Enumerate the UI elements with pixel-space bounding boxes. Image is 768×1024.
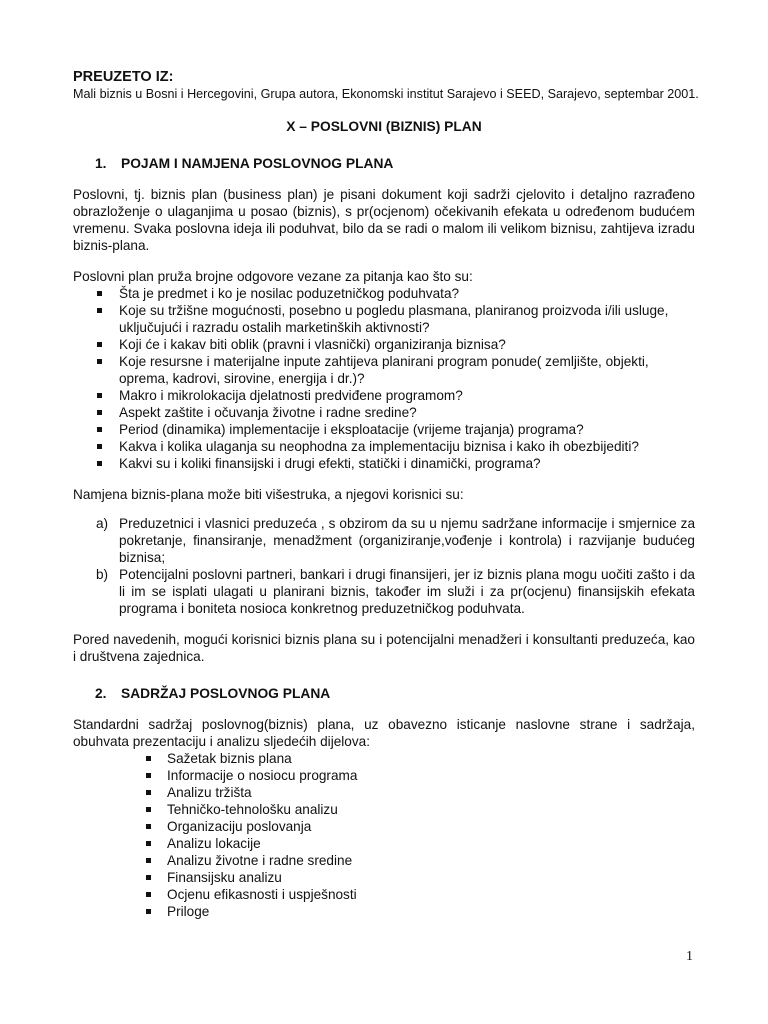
list-item: Aspekt zaštite i očuvanja životne i radne sredine? <box>73 404 695 421</box>
list-item: Informacije o nosiocu programa <box>73 767 695 784</box>
list-item: Kakvi su i koliki finansijski i drugi efekti, statički i dinamički, programa? <box>73 455 695 472</box>
section-2-number: 2. <box>95 686 107 701</box>
square-bullet-icon <box>97 359 102 364</box>
list-item: a) Preduzetnici i vlasnici preduzeća , s obzirom da su u njemu sadržane informacije i smjernice za pokretanje, finansiranje, menadžment (organiziranje,vođenje i kontrola) i razvijanje budućeg biznisa; <box>96 516 695 565</box>
list-item: Sažetak biznis plana <box>73 750 695 767</box>
square-bullet-icon <box>146 807 151 812</box>
list-marker: a) <box>96 516 109 531</box>
square-bullet-icon <box>146 790 151 795</box>
plan-parts-list <box>73 750 695 920</box>
list-item: Koje resursne i materijalne inpute zahtijeva planirani program ponude( zemljište, objekti, oprema, kadrovi, sirovine, energija i dr.)? <box>73 353 695 387</box>
square-bullet-icon <box>146 892 151 897</box>
list-item: Period (dinamika) implementacije i eksploatacije (vrijeme trajanja) programa? <box>73 421 695 438</box>
section-1-paragraph-4: Pored navedenih, mogući korisnici biznis plana su i potencijalni menadžeri i konsultanti preduzeća, kao i društvena zajednica. <box>73 632 695 664</box>
list-item: Koje su tržišne mogućnosti, posebno u pogledu plasmana, planiranog proizvoda i/ili usluge, uključujući i razradu ostalih marketinških aktivnosti? <box>73 302 695 336</box>
page-number: 1 <box>686 949 693 964</box>
source-citation: Mali biznis u Bosni i Hercegovini, Grupa autora, Ekonomski institut Sarajevo i SEED, Sarajevo, septembar 2001. <box>73 87 699 101</box>
section-1-heading <box>73 155 695 172</box>
list-marker: b) <box>96 567 109 582</box>
list-item: Priloge <box>73 903 695 920</box>
document-page <box>73 68 699 920</box>
square-bullet-icon <box>146 841 151 846</box>
square-bullet-icon <box>97 342 102 347</box>
list-item: Analizu lokacije <box>73 835 695 852</box>
square-bullet-icon <box>97 410 102 415</box>
list-item: Tehničko-tehnološku analizu <box>73 801 695 818</box>
list-item: Šta je predmet i ko je nosilac poduzetničkog poduhvata? <box>73 285 695 302</box>
section-2-paragraph-1: Standardni sadržaj poslovnog(biznis) plana, uz obavezno isticanje naslovne strane i sadržaja, obuhvata prezentaciju i analizu sljedećih dijelova: <box>73 717 695 749</box>
section-2-heading <box>73 685 695 702</box>
section-1-paragraph-3: Namjena biznis-plana može biti višestruka, a njegovi korisnici su: <box>73 487 464 502</box>
list-item: b) Potencijalni poslovni partneri, bankari i drugi finansijeri, jer iz biznis plana mogu uočiti zašto i da li im se isplati ulagati u planirani biznis, također im služi i za pr(ocjenu) finansijskih efekata programa i boniteta nosioca konkretnog preduzetničkog poduhvata. <box>96 567 695 616</box>
section-1-title: POJAM I NAMJENA POSLOVNOG PLANA <box>121 156 394 171</box>
square-bullet-icon <box>146 824 151 829</box>
questions-list <box>73 285 695 472</box>
square-bullet-icon <box>146 875 151 880</box>
square-bullet-icon <box>146 773 151 778</box>
square-bullet-icon <box>97 308 102 313</box>
square-bullet-icon <box>97 427 102 432</box>
list-item: Makro i mikrolokacija djelatnosti predviđene programom? <box>73 387 695 404</box>
square-bullet-icon <box>97 291 102 296</box>
list-item: Ocjenu efikasnosti i uspješnosti <box>73 886 695 903</box>
list-item: Finansijsku analizu <box>73 869 695 886</box>
list-item: Koji će i kakav biti oblik (pravni i vlasnički) organiziranja biznisa? <box>73 336 695 353</box>
list-item: Organizaciju poslovanja <box>73 818 695 835</box>
square-bullet-icon <box>97 461 102 466</box>
list-item: Analizu tržišta <box>73 784 695 801</box>
square-bullet-icon <box>146 909 151 914</box>
section-1-number: 1. <box>95 156 107 171</box>
square-bullet-icon <box>146 756 151 761</box>
list-item: Kakva i kolika ulaganja su neophodna za implementaciju biznisa i kako ih obezbijediti? <box>73 438 695 455</box>
square-bullet-icon <box>146 858 151 863</box>
square-bullet-icon <box>97 444 102 449</box>
section-1-paragraph-2: Poslovni plan pruža brojne odgovore vezane za pitanja kao što su: <box>73 269 473 284</box>
document-title: X – POSLOVNI (BIZNIS) PLAN <box>286 119 482 134</box>
source-heading: PREUZETO IZ: <box>73 69 174 85</box>
users-list <box>73 515 695 617</box>
section-1-paragraph-1: Poslovni, tj. biznis plan (business plan) je pisani dokument koji sadrži cjelovito i detaljno razrađeno obrazloženje o ulaganjima u posao (biznis), s pr(ocjenom) očekivanih efekata u određenom budućem vremenu. Svaka poslovna ideja ili poduhvat, bilo da se radi o malom ili velikom biznisu, zahtijeva izradu biznis-plana. <box>73 187 695 253</box>
section-2-title: SADRŽAJ POSLOVNOG PLANA <box>121 686 331 701</box>
list-item: Analizu životne i radne sredine <box>73 852 695 869</box>
square-bullet-icon <box>97 393 102 398</box>
